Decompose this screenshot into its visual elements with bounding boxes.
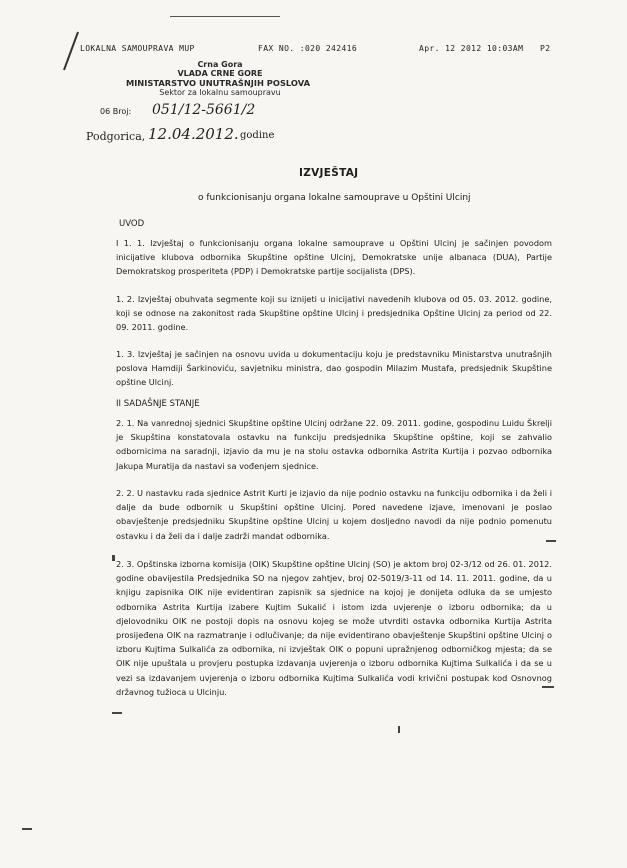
fax-page-number: P2: [540, 44, 551, 53]
stamp-place: Podgorica,: [86, 130, 146, 143]
margin-mark: [112, 555, 115, 561]
fax-datetime: Apr. 12 2012 10:03AM: [419, 44, 524, 53]
stamp-number: 051/12-5661/2: [152, 102, 256, 118]
stamp-government: VLADA CRNE GORE: [177, 69, 263, 78]
stamp-ministry: MINISTARSTVO UNUTRAŠNJIH POSLOVA: [125, 78, 311, 88]
paragraph-1-2: 1. 2. Izvještaj obuhvata segmente koji su iznijeti u inicijativi navedenih klubova od 05. 03. 2012. godine, koji se odnose na zakonitost rada Skupštine opštine Ulcinj i predsjednika Opštine Ulcinj za period od 22. 09. 2011. godine.: [116, 294, 552, 333]
stamp-year-suffix: godine: [240, 130, 275, 141]
fax-sender: LOKALNA SAMOUPRAVA MUP: [80, 44, 195, 53]
margin-mark: [542, 686, 554, 688]
header-rule: [170, 16, 280, 17]
margin-mark: [22, 828, 32, 830]
stamp-number-label: 06 Broj:: [100, 107, 132, 116]
paragraph-2-2: 2. 2. U nastavku rada sjednice Astrit Kurti je izjavio da nije podnio ostavku na funkciju odbornika i da želi i dalje da bude odbornik u Skupštini opštine Ulcinj. Pored navedene izjave, imenovani je poslao obavještenje predsjedniku Skupštine opštine Ulcinj u kojem dosljedno navodi da nije podnio pomenutu ostavku i da želi da i dalje zadrži mandat odbornika.: [116, 488, 552, 541]
paragraph-2-3: 2. 3. Opštinska izborna komisija (OIK) Skupštine opštine Ulcinj (SO) je aktom broj 02-3/12 od 26. 01. 2012. godine obavijestila Predsjednika SO na njegov zahtjev, broj 02-5019/3-11 od 14. 11. 2011. godine, da u knjigu zapisnika OIK nije evidentiran zapisnik sa sjednice na kojoj je donijeta odluka da se umjesto odbornika Astrita Kurtija izabere Kujtim Sukalić i istom izda uvjerenje o izboru odbornika; da u djelovodniku OIK ne postoji dopis na osnovu kojeg se može utvrditi ostavka odbornika Kurtija Astrita prosijeđena OIK na razmatranje i odlučivanje; da nije evidentirano obavještenje Skupštini opštine Ulcinj o izboru Kujtima Sulkalića za odbornika, ni izvještak OIK o popuni upražnjenog odborničkog mjesta; da se OIK nije upuštala u provjeru postupka izdavanja uvjerenja o izboru odbornika Kujtima Sulkalića i da se u vezi sa izdavanjem uvjerenja o izboru odbornika Kujtima Sulkalića vodi krivični postupak kod Osnovnog državnog tužioca u Ulcinju.: [116, 559, 552, 697]
fax-slash-mark-icon: [56, 30, 82, 74]
margin-mark: [112, 712, 122, 714]
stamp-date: 12.04.2012.: [148, 125, 239, 143]
stamp-country: Crna Gora: [197, 60, 243, 69]
margin-mark: [398, 726, 400, 733]
paragraph-1-1: I 1. 1. Izvještaj o funkcionisanju organa lokalne samouprave u Opštini Ulcinj je sačinjen povodom inicijative klubova odbornika Skupštine opštine Ulcinj, Demokratske unije albanaca (DUA), Partije Demokratskog prosperiteta (PDP) i Demokratske partije socijalista (DPS).: [116, 238, 552, 277]
paragraph-2-1: 2. 1. Na vanrednoj sjednici Skupštine opštine Ulcinj održane 22. 09. 2011. godine, gospodinu Luidu Škrelji je Skupština konstatovala ostavku na funkciju predsjednika Skupštine opštine, koji se zahvalio odbornicima na saradnji, izjavio da mu je na stolu ostavka odbornika Astrita Kurtija i pozvao odbornika Jakupa Muratija da nastavi sa vođenjem sjednice.: [116, 418, 552, 471]
stamp-sector: Sektor za lokalnu samoupravu: [159, 88, 281, 97]
margin-mark: [546, 540, 556, 542]
paragraph-1-3: 1. 3. Izvještaj je sačinjen na osnovu uvida u dokumentaciju koju je predstavniku Ministarstva unutrašnjih poslova Hamdiji Šarkinoviću, savjetniku ministra, dao gospodin Milazim Mustafa, predsjednik Skupštine opštine Ulcinj.: [116, 349, 552, 388]
document-subtitle: o funkcionisanju organa lokalne samouprave u Opštini Ulcinj: [198, 193, 471, 203]
section-heading-uvod: UVOD: [119, 219, 145, 229]
document-title: IZVJEŠTAJ: [299, 167, 359, 179]
section-heading-sadasnje-stanje: II SADAŠNJE STANJE: [116, 399, 200, 409]
fax-number: FAX NO. :020 242416: [258, 44, 358, 53]
